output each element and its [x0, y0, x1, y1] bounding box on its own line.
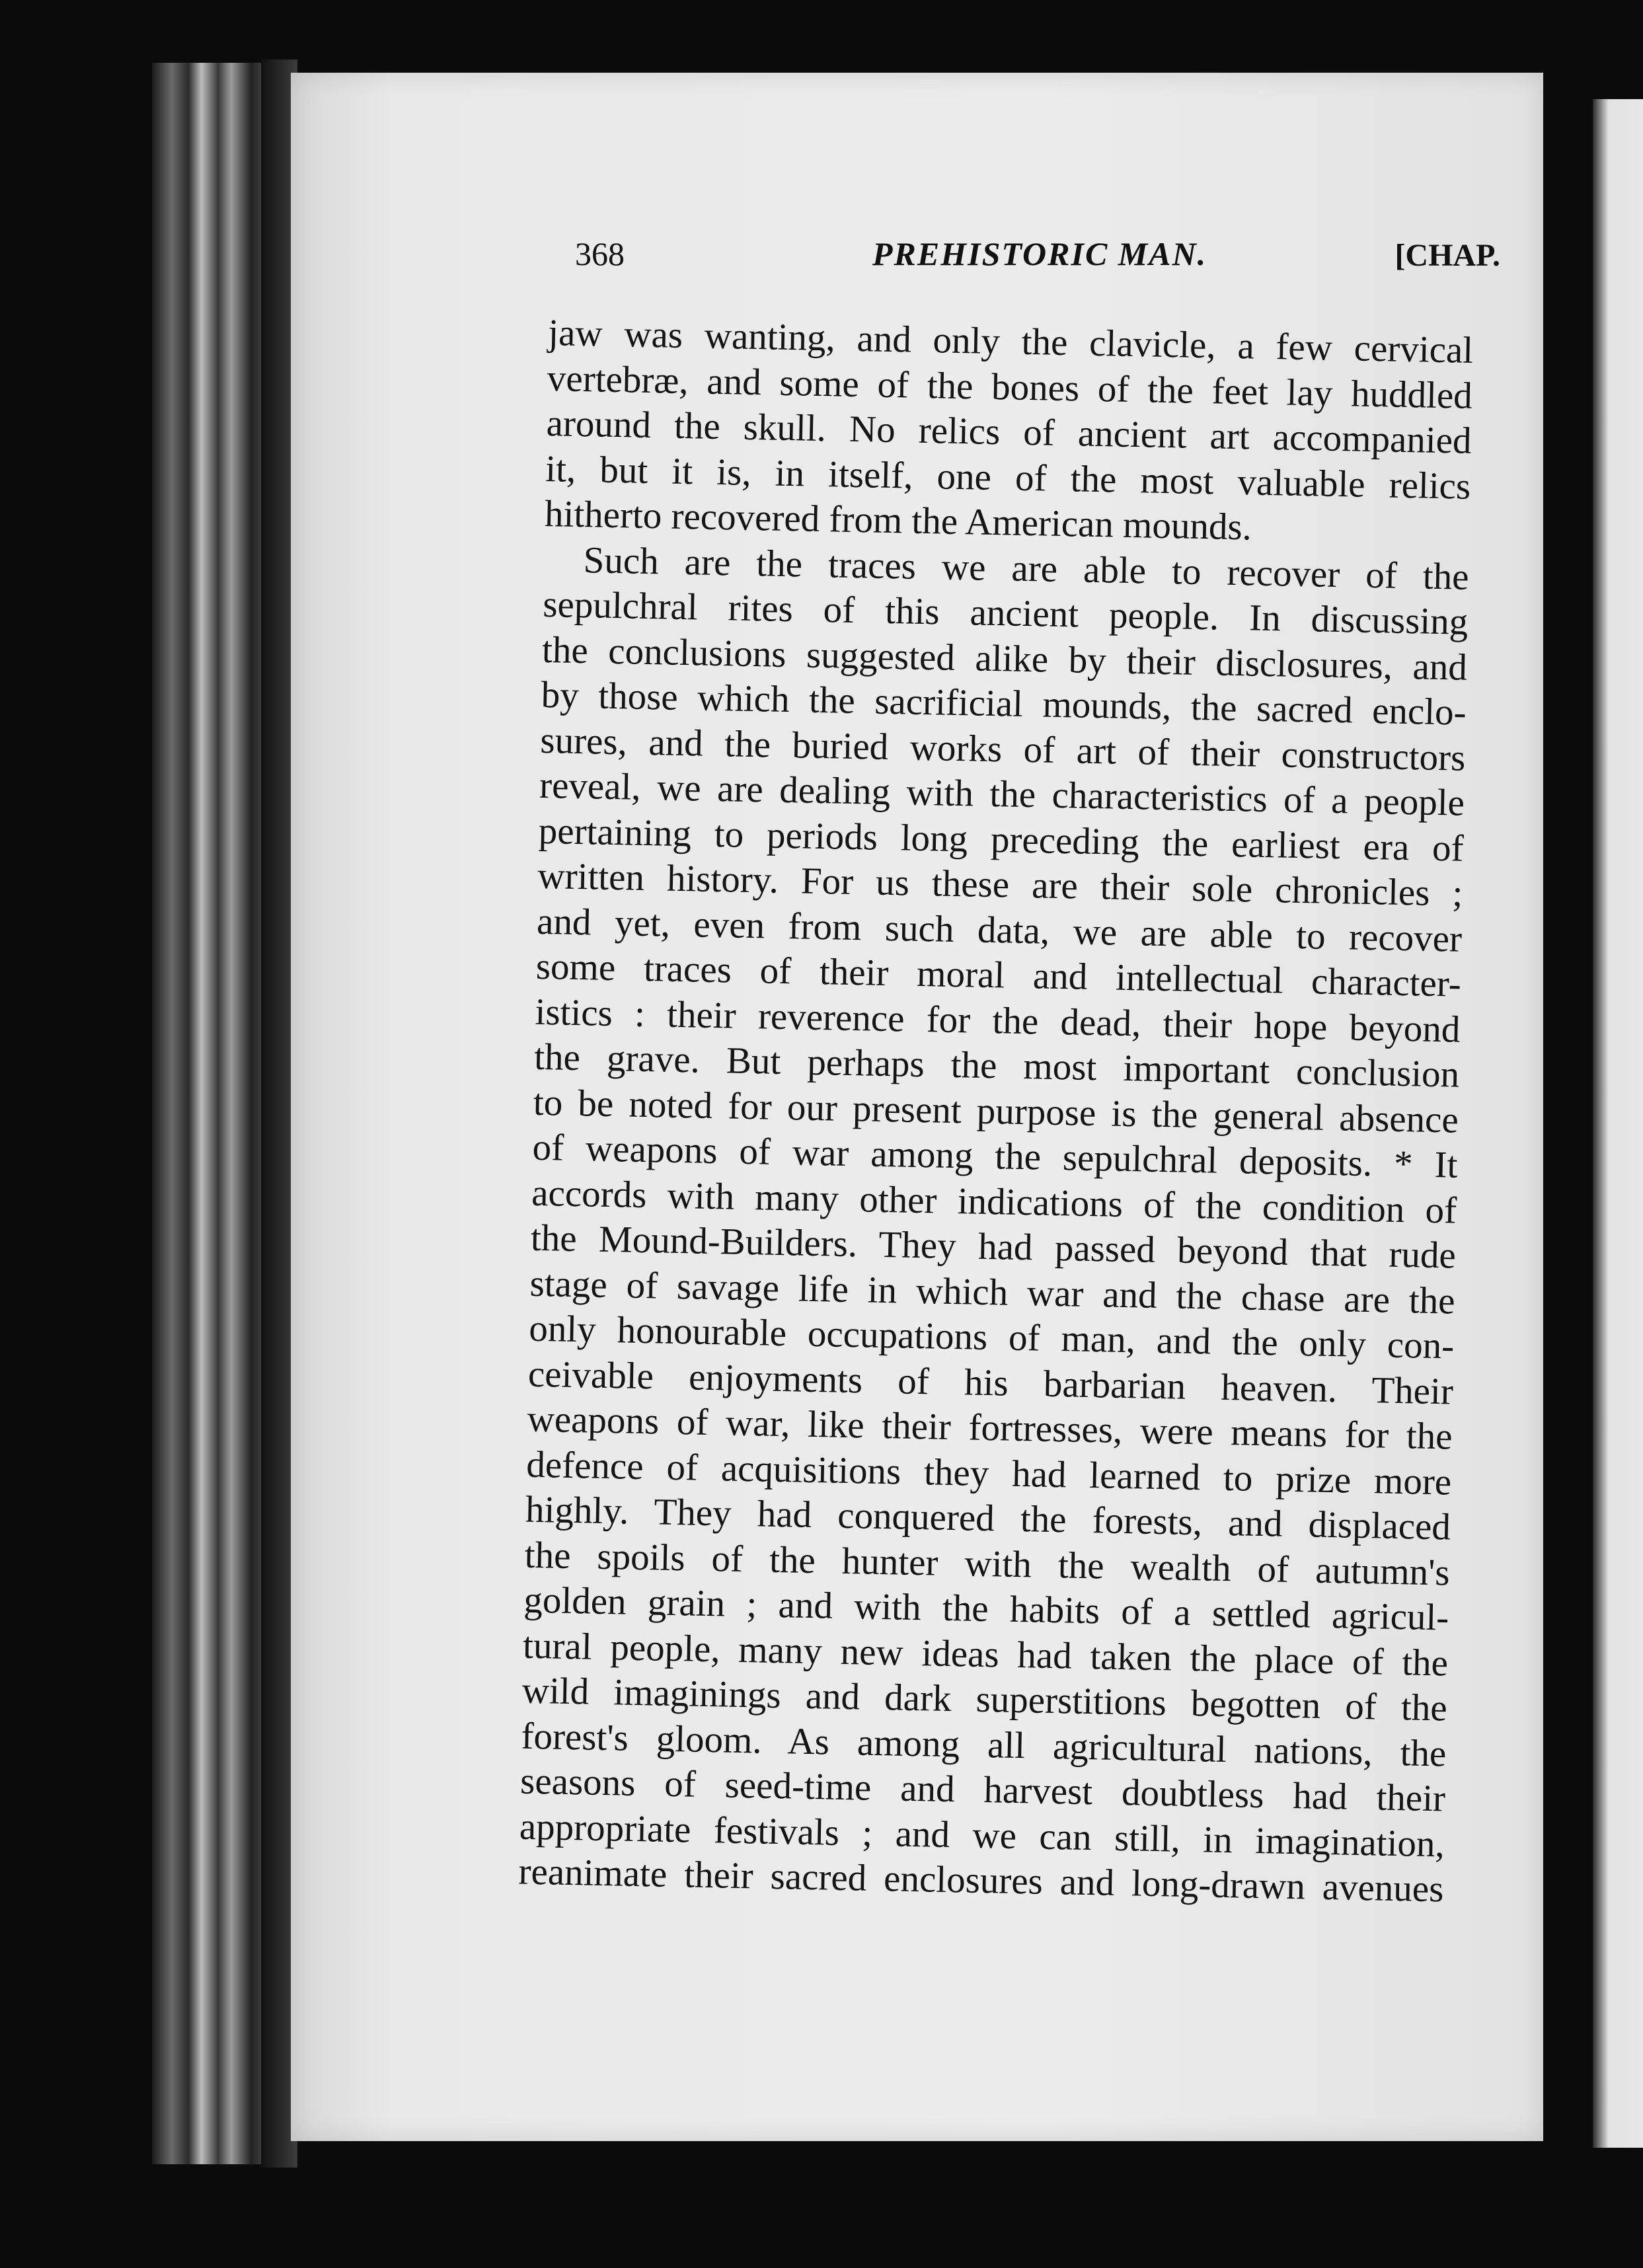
- text-line: vertebræ, and some of the bones of the feet lay huddled: [547, 357, 1473, 417]
- text-line: the Mound-Builders. They had passed beyond that rude: [530, 1217, 1457, 1277]
- text-line: golden grain ; and with the habits of a settled agricul-: [523, 1579, 1449, 1639]
- text-line: sures, and the buried works of art of their constructors: [539, 719, 1466, 779]
- text-line: hitherto recovered from the American mounds.: [544, 492, 1252, 548]
- text-line: the grave. But perhaps the most important conclusion: [533, 1036, 1460, 1096]
- running-title: PREHISTORIC MAN.: [872, 235, 1207, 272]
- text-line: weapons of war, like their fortresses, were means for the: [527, 1398, 1453, 1458]
- text-line: it, but it is, in itself, one of the most valuable relics: [545, 447, 1471, 508]
- text-line: only honourable occupations of man, and the only con-: [528, 1307, 1455, 1367]
- text-line: istics : their reverence for the dead, their hope beyond: [535, 991, 1461, 1051]
- text-line: forest's gloom. As among all agricultural nations, the: [520, 1715, 1447, 1774]
- text-line: of weapons of war among the sepulchral deposits. * It: [532, 1126, 1459, 1186]
- page-edge-stack: [152, 63, 264, 2164]
- text-line: pertaining to periods long preceding the earliest era of: [538, 810, 1465, 870]
- text-line: jaw was wanting, and only the clavicle, a few cervical: [547, 311, 1474, 371]
- text-line: some traces of their moral and intellectual character-: [535, 945, 1462, 1005]
- text-line: to be noted for our present purpose is the general absence: [533, 1081, 1459, 1141]
- text-line: Such are the traces we are able to recover of the: [583, 539, 1470, 598]
- text-line: stage of savage life in which war and the chase are the: [529, 1262, 1456, 1322]
- text-line: reanimate their sacred enclosures and long-drawn avenues: [518, 1850, 1444, 1910]
- body-text: [518, 311, 1487, 1912]
- text-line: ceivable enjoyments of his barbarian heaven. Their: [527, 1353, 1454, 1413]
- text-line: defence of acquisitions they had learned to prize more: [525, 1443, 1452, 1503]
- text-line: around the skull. No relics of ancient art accompanied: [546, 402, 1472, 462]
- text-line: and yet, even from such data, we are able to recover: [536, 900, 1463, 960]
- text-line: wild imaginings and dark superstitions begotten of the: [521, 1669, 1448, 1729]
- text-line: the conclusions suggested alike by their disclosures, and: [541, 628, 1468, 689]
- text-line: by those which the sacrificial mounds, the sacred enclo-: [541, 673, 1467, 734]
- text-line: reveal, we are dealing with the characteristics of a people: [539, 764, 1465, 824]
- text-line: the spoils of the hunter with the wealth of autumn's: [524, 1534, 1451, 1594]
- text-line: written history. For us these are their sole chronicles ;: [537, 854, 1463, 915]
- page-number: 368: [575, 235, 625, 272]
- text-line: accords with many other indications of the condition of: [531, 1172, 1457, 1232]
- text-line: appropriate festivals ; and we can still, in imagination,: [519, 1805, 1445, 1865]
- running-header: [575, 235, 1500, 281]
- text-line: tural people, many new ideas had taken the place of the: [522, 1624, 1449, 1684]
- text-line: highly. They had conquered the forests, and displaced: [525, 1488, 1451, 1548]
- chapter-mark: [CHAP.: [1395, 238, 1500, 273]
- text-line: seasons of seed-time and harvest doubtless had their: [519, 1760, 1446, 1820]
- text-line: sepulchral rites of this ancient people. In discussing: [542, 583, 1469, 643]
- adjacent-page-edge: [1593, 99, 1643, 2148]
